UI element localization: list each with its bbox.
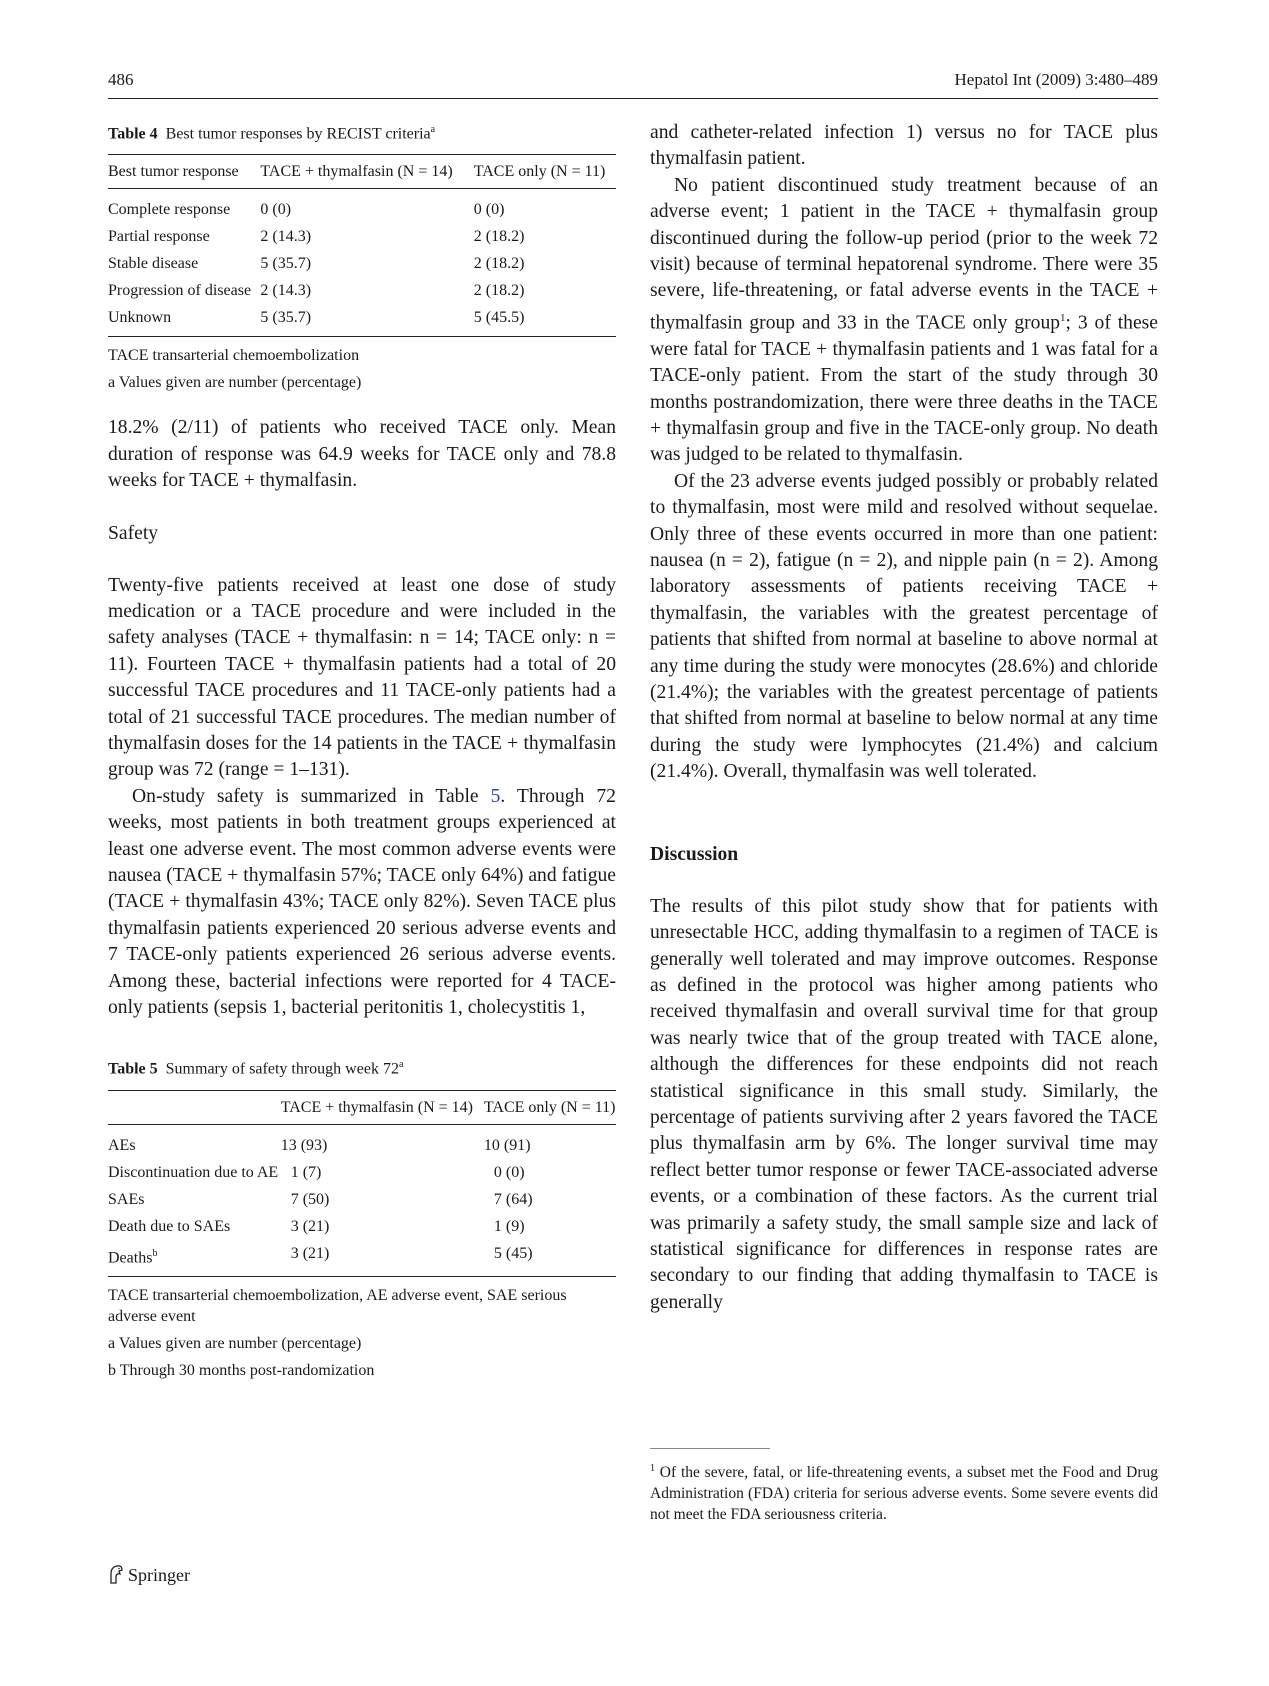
table-cell: 0 (0) bbox=[493, 1163, 525, 1181]
table-5-col-header: TACE + thymalfasin (N = 14) bbox=[281, 1090, 484, 1124]
table-cell: 7 (64) bbox=[493, 1190, 533, 1208]
table-row bbox=[108, 1158, 616, 1185]
table-note: TACE transarterial chemoembolization, AE adverse event, SAE serious adverse event bbox=[108, 1287, 567, 1326]
footnote-mark: 1 bbox=[650, 1463, 655, 1474]
table-5-caption bbox=[108, 1055, 616, 1079]
table-row bbox=[108, 276, 616, 303]
table-cell: 13 (93) bbox=[280, 1136, 328, 1154]
table-5-col-header bbox=[108, 1090, 281, 1124]
springer-horse-icon bbox=[108, 1564, 124, 1584]
table-5-notes bbox=[108, 1285, 616, 1381]
table-cell: 2 (18.2) bbox=[473, 228, 525, 246]
footnote-ref[interactable]: 1 bbox=[1060, 311, 1066, 324]
table-cell: 0 (0) bbox=[260, 201, 292, 219]
table-cell: Complete response bbox=[108, 201, 231, 219]
table-5-label: Table 5 bbox=[108, 1060, 158, 1078]
table-4-col-header: TACE + thymalfasin (N = 14) bbox=[260, 155, 473, 189]
paragraph: 18.2% (2/11) of patients who received TACE only. Mean duration of response was 64.9 weeks for TACE only and 78.8 weeks for TACE + thymalfasin. bbox=[108, 417, 616, 492]
table-row bbox=[108, 303, 616, 337]
table-cell: 2 (18.2) bbox=[473, 255, 525, 273]
table-4-grid bbox=[108, 154, 616, 337]
table-cell: 0 (0) bbox=[473, 201, 505, 219]
table-5 bbox=[108, 1055, 616, 1381]
publisher-name: Springer bbox=[128, 1565, 190, 1585]
table-cell: 1 (9) bbox=[493, 1217, 525, 1235]
table-cell: 2 (18.2) bbox=[473, 282, 525, 300]
table-note: a Values given are number (percentage) bbox=[108, 1335, 362, 1353]
table-4-caption bbox=[108, 120, 616, 144]
paragraph: Twenty-five patients received at least one dose of study medication or a TACE procedure and were included in the safety analyses (TACE + thymalfasin: n = 14; TACE only: n = 11). Fourteen TACE + thymalfasin patients had a total of 20 successful TACE procedures and 11 TACE-only patients had a total of 21 successful TACE procedures. The median number of thymalfasin doses for the 14 patients in the TACE + thymalfasin group was 72 (range = 1–131). bbox=[108, 574, 616, 781]
table-cell: AEs bbox=[108, 1136, 136, 1154]
table-cell: 1 (7) bbox=[290, 1163, 322, 1181]
table-note: a Values given are number (percentage) bbox=[108, 374, 362, 392]
table-cell: 3 (21) bbox=[290, 1217, 330, 1235]
left-body bbox=[108, 415, 616, 1021]
table-5-col-header: TACE only (N = 11) bbox=[484, 1090, 616, 1124]
table-cell: Partial response bbox=[108, 228, 210, 246]
right-column bbox=[650, 120, 1158, 1316]
table-row bbox=[108, 249, 616, 276]
table-cell: Deaths$^b$ bbox=[108, 1239, 281, 1277]
table-cell: 5 (35.7) bbox=[260, 255, 312, 273]
table-cell: 3 (21) bbox=[281, 1239, 484, 1277]
table-note: TACE transarterial chemoembolization bbox=[108, 347, 360, 365]
publisher-footer bbox=[108, 1564, 190, 1586]
table-row bbox=[108, 1212, 616, 1239]
table-row bbox=[108, 1124, 616, 1158]
section-heading-safety: Safety bbox=[108, 522, 159, 544]
table-cell: 5 (45) bbox=[484, 1239, 616, 1277]
table-cell: 5 (45.5) bbox=[474, 303, 616, 337]
table-cell: Discontinuation due to AE bbox=[108, 1163, 279, 1181]
table-cell: Progression of disease bbox=[108, 282, 252, 300]
table-cell: SAEs bbox=[108, 1190, 145, 1208]
table-cell: 2 (14.3) bbox=[260, 282, 312, 300]
table-cell: 2 (14.3) bbox=[260, 228, 312, 246]
running-header bbox=[108, 68, 1158, 98]
table-5-caption-mark: a bbox=[398, 1059, 404, 1071]
paragraph: The results of this pilot study show that for patients with unresectable HCC, adding thymalfasin to a regimen of TACE is generally well tolerated and may improve outcomes. Response as defined in the protocol was higher among patients who received thymalfasin and overall survival time for that group was nearly twice that of the group treated with TACE alone, although the differences for these endpoints did not reach statistical significance in this small study. Similarly, the percentage of patients surviving after 2 years favored the TACE plus thymalfasin arm by 6%. The longer survival time may reflect better tumor response or fewer TACE-associated adverse events, or a combination of these factors. As the current trial was primarily a safety study, the small sample size and lack of statistical significance for differences in response rates are secondary to our finding that adding thymalfasin to TACE is generally bbox=[650, 895, 1158, 1313]
table-4-caption-mark: a bbox=[430, 124, 436, 135]
table-row bbox=[108, 189, 616, 223]
table-cell: 10 (91) bbox=[483, 1136, 531, 1154]
table-note: b Through 30 months post-randomization bbox=[108, 1362, 375, 1380]
paragraph: and catheter-related infection 1) versus no for TACE plus thymalfasin patient. bbox=[650, 122, 1158, 170]
section-heading-discussion: Discussion bbox=[650, 843, 739, 865]
table-cell: Death due to SAEs bbox=[108, 1217, 231, 1235]
table-cell: 5 (35.7) bbox=[260, 303, 473, 337]
table-4-col-header: TACE only (N = 11) bbox=[474, 155, 616, 189]
paragraph: No patient discontinued study treatment because of an adverse event; 1 patient in the TACE + thymalfasin group discontinued during the follow-up period (prior to the week 72 visit) because of terminal hepatorenal syndrome. There were 35 severe, life-threatening, or fatal adverse events in the TACE + thymalfasin group and 33 in the TACE only group$^1$; 3 of these were fatal for TACE + thymalfasin patients and 1 was fatal for a TACE-only patient. From the start of the study through 30 months postrandomization, there were three deaths in the TACE + thymalfasin group and five in the TACE-only group. No death was judged to be related to thymalfasin. bbox=[650, 174, 1158, 466]
footnote-rule bbox=[650, 1448, 770, 1449]
table-4 bbox=[108, 120, 616, 393]
footnote bbox=[650, 1458, 1158, 1525]
table-5-title: Summary of safety through week 72 bbox=[165, 1060, 399, 1078]
table-row bbox=[108, 222, 616, 249]
journal-reference: Hepatol Int (2009) 3:480–489 bbox=[954, 70, 1158, 89]
table-4-notes bbox=[108, 345, 616, 393]
footnote-text: Of the severe, fatal, or life-threatening events, a subset met the Food and Drug Administration (FDA) criteria for serious adverse events. Some severe events did not meet the FDA seriousness criteria. bbox=[650, 1464, 1159, 1524]
table-cell: Stable disease bbox=[108, 255, 199, 273]
header-rule bbox=[108, 98, 1158, 99]
table-cell: Unknown bbox=[108, 303, 260, 337]
table-row bbox=[108, 1185, 616, 1212]
table-4-label: Table 4 bbox=[108, 125, 158, 143]
table-row bbox=[108, 1239, 616, 1277]
table-5-link[interactable]: 5 bbox=[490, 785, 501, 807]
table-5-grid bbox=[108, 1090, 616, 1277]
paragraph: On-study safety is summarized in Table 5. Through 72 weeks, most patients in both treatment groups experienced at least one adverse event. The most common adverse events were nausea (TACE + thymalfasin 57%; TACE only 64%) and fatigue (TACE + thymalfasin 43%; TACE only 82%). Seven TACE plus thymalfasin patients experienced 20 serious adverse events and 7 TACE-only patients experienced 26 serious adverse events. Among these, bacterial infections were reported for 4 TACE-only patients (sepsis 1, bacterial peritonitis 1, cholecystitis 1, bbox=[108, 785, 616, 1019]
left-column bbox=[108, 120, 616, 1387]
paragraph: Of the 23 adverse events judged possibly or probably related to thymalfasin, most were mild and resolved without sequelae. Only three of these events occurred in more than one patient: nausea (n = 2), fatigue (n = 2), and nipple pain (n = 2). Among laboratory assessments of patients receiving TACE + thymalfasin, the variables with the greatest percentage of patients that shifted from normal at baseline to above normal at any time during the study were monocytes (28.6%) and chloride (21.4%); the variables with the greatest percentage of patients that shifted from normal at baseline to below normal at any time during the study were lymphocytes (21.4%) and calcium (21.4%). Overall, thymalfasin was well tolerated. bbox=[650, 470, 1158, 783]
table-cell: 7 (50) bbox=[290, 1190, 330, 1208]
page-number: 486 bbox=[108, 70, 134, 89]
table-4-title: Best tumor responses by RECIST criteria bbox=[165, 125, 431, 143]
table-4-col-header: Best tumor response bbox=[108, 155, 260, 189]
